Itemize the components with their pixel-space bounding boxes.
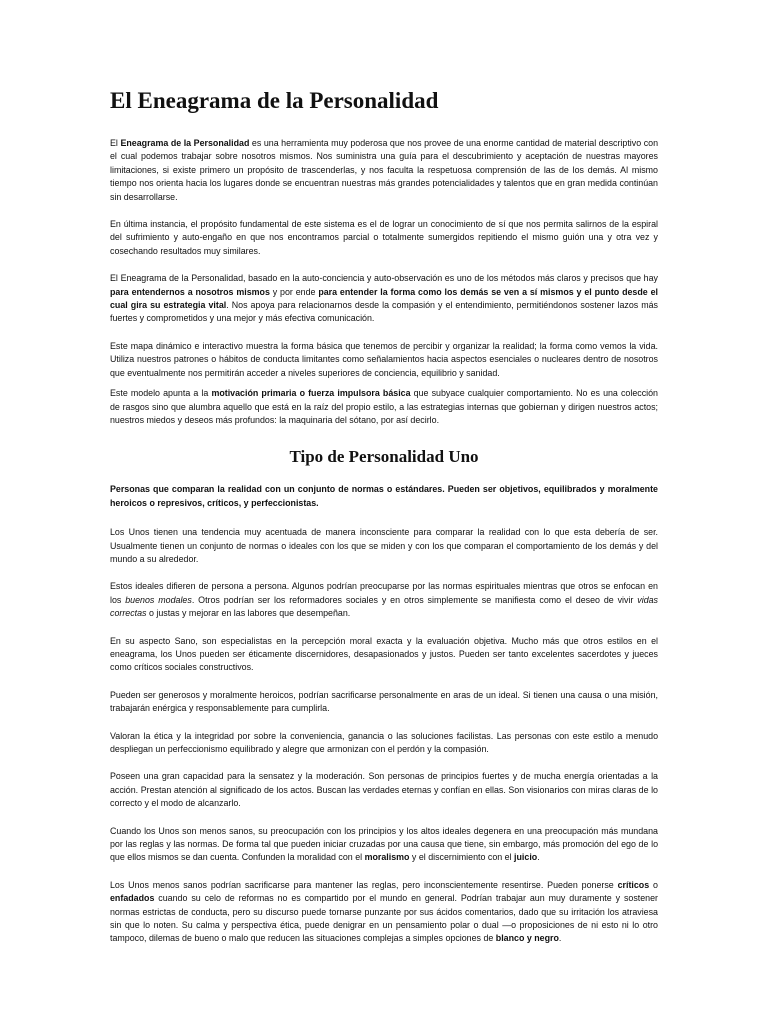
text-run: . Otros podrían ser los reformadores sociales y en otros simplemente se manifiesta como el deseo de vivir [191, 594, 638, 605]
text-run: Cuando los Unos son menos sanos, su preocupación con los principios y los altos ideales degenera en una preocupación más mundana por las reglas y las normas. De forma tal que pueden iniciar cruzadas por una causa que tiene, sin embargo, más promoción del ego de lo que ellos mismos se dan cuenta. Confunden la moralidad con el [110, 825, 658, 863]
bold-text: enfadados [110, 893, 155, 904]
paragraph [110, 689, 658, 716]
text-run: Valoran la ética y la integridad por sobre la conveniencia, ganancia o las soluciones facilistas. Las personas con este estilo a menudo despliegan un perfeccionismo equilibrado y alegre que armonizan con el perdón y la compasión. [110, 730, 658, 754]
paragraph [110, 137, 658, 204]
bold-text: motivación primaria o fuerza impulsora básica [211, 388, 411, 399]
section-title: Tipo de Personalidad Uno [289, 447, 479, 467]
text-run: Los Unos menos sanos podrían sacrificarse para mantener las reglas, pero inconscientemente resentirse. Pueden ponerse [110, 879, 618, 890]
page-title: El Eneagrama de la Personalidad [110, 88, 439, 113]
bold-text: blanco y negro [495, 933, 559, 944]
bold-text: moralismo [364, 852, 410, 863]
text-run: o justas y mejorar en las labores que desempeñan. [146, 608, 351, 619]
text-run: En su aspecto Sano, son especialistas en la percepción moral exacta y la evaluación objetiva. Mucho más que otros estilos en el eneagrama, los Unos pueden ser éticamente discernidores, desapasionados y justos. Pueden ser tanto excelentes sacerdotes y jueces como críticos sociales constructivos. [110, 635, 658, 673]
text-run: . [537, 852, 540, 863]
bold-text: juicio [514, 852, 538, 863]
text-run: Este mapa dinámico e interactivo muestra la forma básica que tenemos de percibir y organizar la realidad; la forma como vemos la vida. Utiliza nuestros patrones o hábitos de conducta limitantes como señalamientos hacia aspectos esenciales o nucleares dentro de nosotros que eventualmente nos permitirán acceder a niveles superiores de conciencia, equilibrio y sanidad. [110, 340, 658, 378]
text-run: o [649, 879, 658, 890]
intro-section [110, 137, 658, 427]
text-run: Este modelo apunta a la [110, 388, 212, 399]
paragraph [110, 730, 658, 757]
text-run: Personas que comparan la realidad con un conjunto de normas o estándares. Pueden ser objetivos, equilibrados y moralmente heroicos o represivos, críticos, y perfeccionistas. [110, 484, 658, 508]
paragraph [110, 770, 658, 810]
bold-text: para entender la forma como los demás se ven a sí mismos y el punto desde el cual gira su estrategia vital [110, 286, 658, 311]
text-run: que subyace cualquier comportamiento. No es una colección de rasgos sino que alumbra aquello que está en la raíz del propio estilo, a las estrategias internas que gobiernan y dirigen nuestros actos; nuestros miedos y deseos más profundos: la maquinaria del sótano, por así decirlo. [110, 388, 658, 425]
paragraph [110, 483, 658, 510]
text-run: Poseen una gran capacidad para la sensatez y la moderación. Son personas de principios fuertes y de mucha energía orientadas a la acción. Prestan atención al significado de los actos. Buscan las verdades eternas y confían en ellas. Son visionarios con miras claras de lo correcto y el modo de alcanzarlo. [110, 771, 658, 809]
text-run: El Eneagrama de la Personalidad, basado en la auto-conciencia y auto-observación es uno de los métodos más claros y precisos que hay [110, 273, 658, 284]
italic-text: buenos modales [125, 594, 192, 605]
italic-text: vidas correctas [110, 594, 658, 619]
paragraph [110, 340, 658, 380]
paragraph [110, 879, 658, 946]
text-run: . Nos apoya para relacionarnos desde la compasión y el entendimiento, permitiéndonos sostener lazos más fuertes y comprometidos y una mejor y más efectiva comunicación. [110, 300, 658, 324]
text-run: es una herramienta muy poderosa que nos provee de una enorme cantidad de material descriptivo con el cual podemos trabajar sobre nosotros mismos. Nos suministra una guía para el descubrimiento y aceptación de nuestras mayores limitaciones, si existe primero un propósito de trascenderlas, y nos faculta la respetuosa comprensión de las de los demás. Al mismo tiempo nos orienta hacia los lugares donde se encuentran nuestras más grandes potencialidades y talentos que en gran medida continúan sin desarrollarse. [110, 138, 658, 202]
paragraph [110, 635, 658, 675]
type-one-section [110, 483, 658, 946]
text-run: En última instancia, el propósito fundamental de este sistema es el de lograr un conocimiento de sí que nos permita salirnos de la espiral del sufrimiento y auto-engaño en que nos encontramos parcial o totalmente sumergidos repitiendo el mismo guión una y otra vez y cosechando resultados muy similares. [110, 219, 658, 256]
paragraph [110, 825, 658, 865]
bold-text: críticos [617, 879, 650, 890]
paragraph [110, 387, 658, 427]
text-run: cuando su celo de reformas no es compartido por el mundo en general. Podrían trabajar aun muy duramente y sostener normas estrictas de conducta, pero su discurso puede tornarse punzante por sus ácidos comentarios, dado que su irritación los atraviesa sin que lo noten. Su calma y perspectiva ética, puede denigrar en un pensamiento polar o dual —o proposiciones de ni esto ni lo otro tampoco, dilemas de bueno o malo que reducen las situaciones complejas a simples opciones de [110, 893, 658, 944]
bold-text: para entendernos a nosotros mismos [110, 286, 270, 297]
text-run: Los Unos tienen una tendencia muy acentuada de manera inconsciente para comparar la realidad con lo que esta debería de ser. Usualmente tienen un conjunto de normas o ideales con los que se miden y con los que comparan el comportamiento de los demás y del mundo a su alrededor. [110, 527, 658, 564]
paragraph [110, 580, 658, 620]
text-run: . [558, 933, 562, 944]
bold-text: Eneagrama de la Personalidad [120, 138, 250, 148]
paragraph [110, 218, 658, 258]
text-run: y el discernimiento con el [409, 852, 515, 863]
paragraph [110, 526, 658, 566]
paragraph [110, 272, 658, 326]
text-run: El [110, 138, 121, 148]
text-run: y por ende [269, 286, 319, 297]
text-run: Pueden ser generosos y moralmente heroicos, podrían sacrificarse personalmente en aras de un ideal. Si tienen una causa o una misión, trabajarán enérgica y responsablemente para cumplirla. [110, 689, 658, 714]
text-run: Estos ideales difieren de persona a persona. Algunos podrían preocuparse por las normas espirituales mientras que otros se enfocan en los [110, 581, 658, 605]
